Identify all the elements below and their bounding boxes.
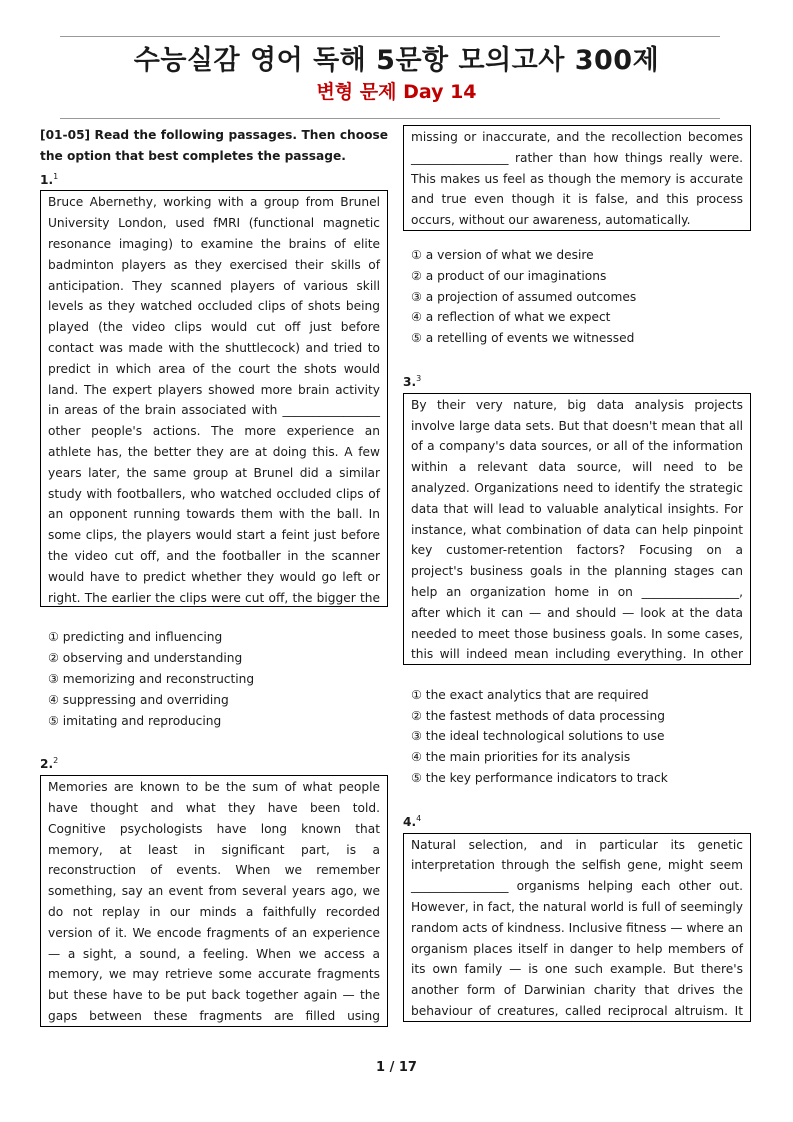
- question-2-passage-part2: missing or inaccurate, and the recollection becomes ________________ rather than how things really were. This makes us feel as though the memory is accurate and true even though it is false, and this process occurs, without our awareness, automatically.: [403, 125, 751, 231]
- option-4[interactable]: ④ a reflection of what we expect: [411, 310, 611, 325]
- question-3-options: [403, 685, 751, 789]
- option-3[interactable]: ③ memorizing and reconstructing: [48, 672, 255, 687]
- option-4[interactable]: ④ the main priorities for its analysis: [411, 750, 631, 765]
- option-2[interactable]: ② observing and understanding: [48, 651, 243, 666]
- question-4-passage: Natural selection, and in particular its genetic interpretation through the selfish gene, might seem ________________ organisms helping each other out. However, in fact, the natural world is full of seemingly random acts of kindness. Inclusive fitness — where an organism places itself in danger to help members of its own family — is one such example. But there's another form of Darwinian charity that drives the behaviour of creatures, called reciprocal altruism. It: [403, 833, 751, 1022]
- option-1[interactable]: ① the exact analytics that are required: [411, 687, 649, 702]
- question-3-number: 3.$^3$: [403, 373, 422, 390]
- option-4[interactable]: ④ suppressing and overriding: [48, 692, 229, 707]
- option-1[interactable]: ① a version of what we desire: [411, 248, 594, 262]
- instructions: [01-05] Read the following passages. Then choose the option that best completes the passage.: [40, 128, 388, 163]
- footnote-ref: 1: [53, 171, 59, 181]
- question-1-number: 1.$^1$: [40, 171, 59, 187]
- option-1[interactable]: ① predicting and influencing: [48, 630, 223, 645]
- question-1-passage: Bruce Abernethy, working with a group from Brunel University London, used fMRI (functional magnetic resonance imaging) to examine the brains of elite badminton players as they exercised their skills of anticipation. They scanned players of various skill levels as they watched occluded clips of shots being played (the video clips would cut off just before contact was made with the shuttlecock) and tried to predict in which area of the court the shots would land. The expert players showed more brain activity in areas of the brain associated with ________________ other people's actions. The more experience an athlete has, the better they are at doing this. A few years later, the same group at Brunel did a similar study with footballers, who watched occluded clips of an opponent running towards them with the ball. In some clips, the players would start a feint just before the video cut off, and the footballer in the scanner would have to predict whether they would go left or right. The earlier the clips were cut off, the bigger the: [40, 190, 388, 607]
- question-1-options: [40, 627, 388, 731]
- question-2-passage-part1: Memories are known to be the sum of what people have thought and what they have been told. Cognitive psychologists have long known that memory, at least in significant part, is a reconstruction of events. When we remember something, say an event from several years ago, we do not replay in our minds a faithfully recorded version of it. We encode fragments of an experience — a sight, a sound, a feeling. When we access a memory, we may retrieve some accurate fragments but these have to be put back together again — the gaps between these fragments are filled using: [40, 775, 388, 1027]
- question-2-options: [403, 245, 751, 349]
- footnote-ref: 4: [416, 813, 422, 823]
- option-5[interactable]: ⑤ a retelling of events we witnessed: [411, 331, 635, 346]
- left-column: [40, 125, 388, 1027]
- page-title: 수능실감 영어 독해 5문항 모의고사 300제: [133, 45, 660, 76]
- option-3[interactable]: ③ a projection of assumed outcomes: [411, 289, 637, 304]
- option-2[interactable]: ② the fastest methods of data processing: [411, 708, 665, 723]
- top-rule: [60, 36, 720, 37]
- right-column: [403, 125, 751, 1022]
- footnote-ref: 2: [53, 756, 59, 766]
- option-2[interactable]: ② a product of our imaginations: [411, 268, 607, 283]
- question-4-number: 4.$^4$: [403, 813, 422, 829]
- option-5[interactable]: ⑤ the key performance indicators to track: [411, 771, 668, 786]
- header-rule: [60, 118, 720, 119]
- question-2-number: 2.$^2$: [40, 756, 59, 772]
- footnote-ref: 3: [416, 373, 422, 383]
- option-3[interactable]: ③ the ideal technological solutions to use: [411, 729, 665, 744]
- page-number: 1 / 17: [376, 1060, 417, 1075]
- question-3-passage: By their very nature, big data analysis projects involve large data sets. But that doesn't mean that all of a company's data sources, or all of the information within a relevant data source, will need to be analyzed. Organizations need to identify the strategic data that will lead to valuable analytical insights. For instance, what combination of data can help pinpoint key customer-retention factors? Focusing on a project's business goals in the planning stages can help an organization home in on ________________, after which it can — and should — look at the data needed to meet those business goals. In some cases, this will indeed mean including everything. In other: [403, 393, 751, 665]
- page-subtitle: 변형 문제 Day 14: [316, 81, 477, 103]
- option-5[interactable]: ⑤ imitating and reproducing: [48, 713, 222, 728]
